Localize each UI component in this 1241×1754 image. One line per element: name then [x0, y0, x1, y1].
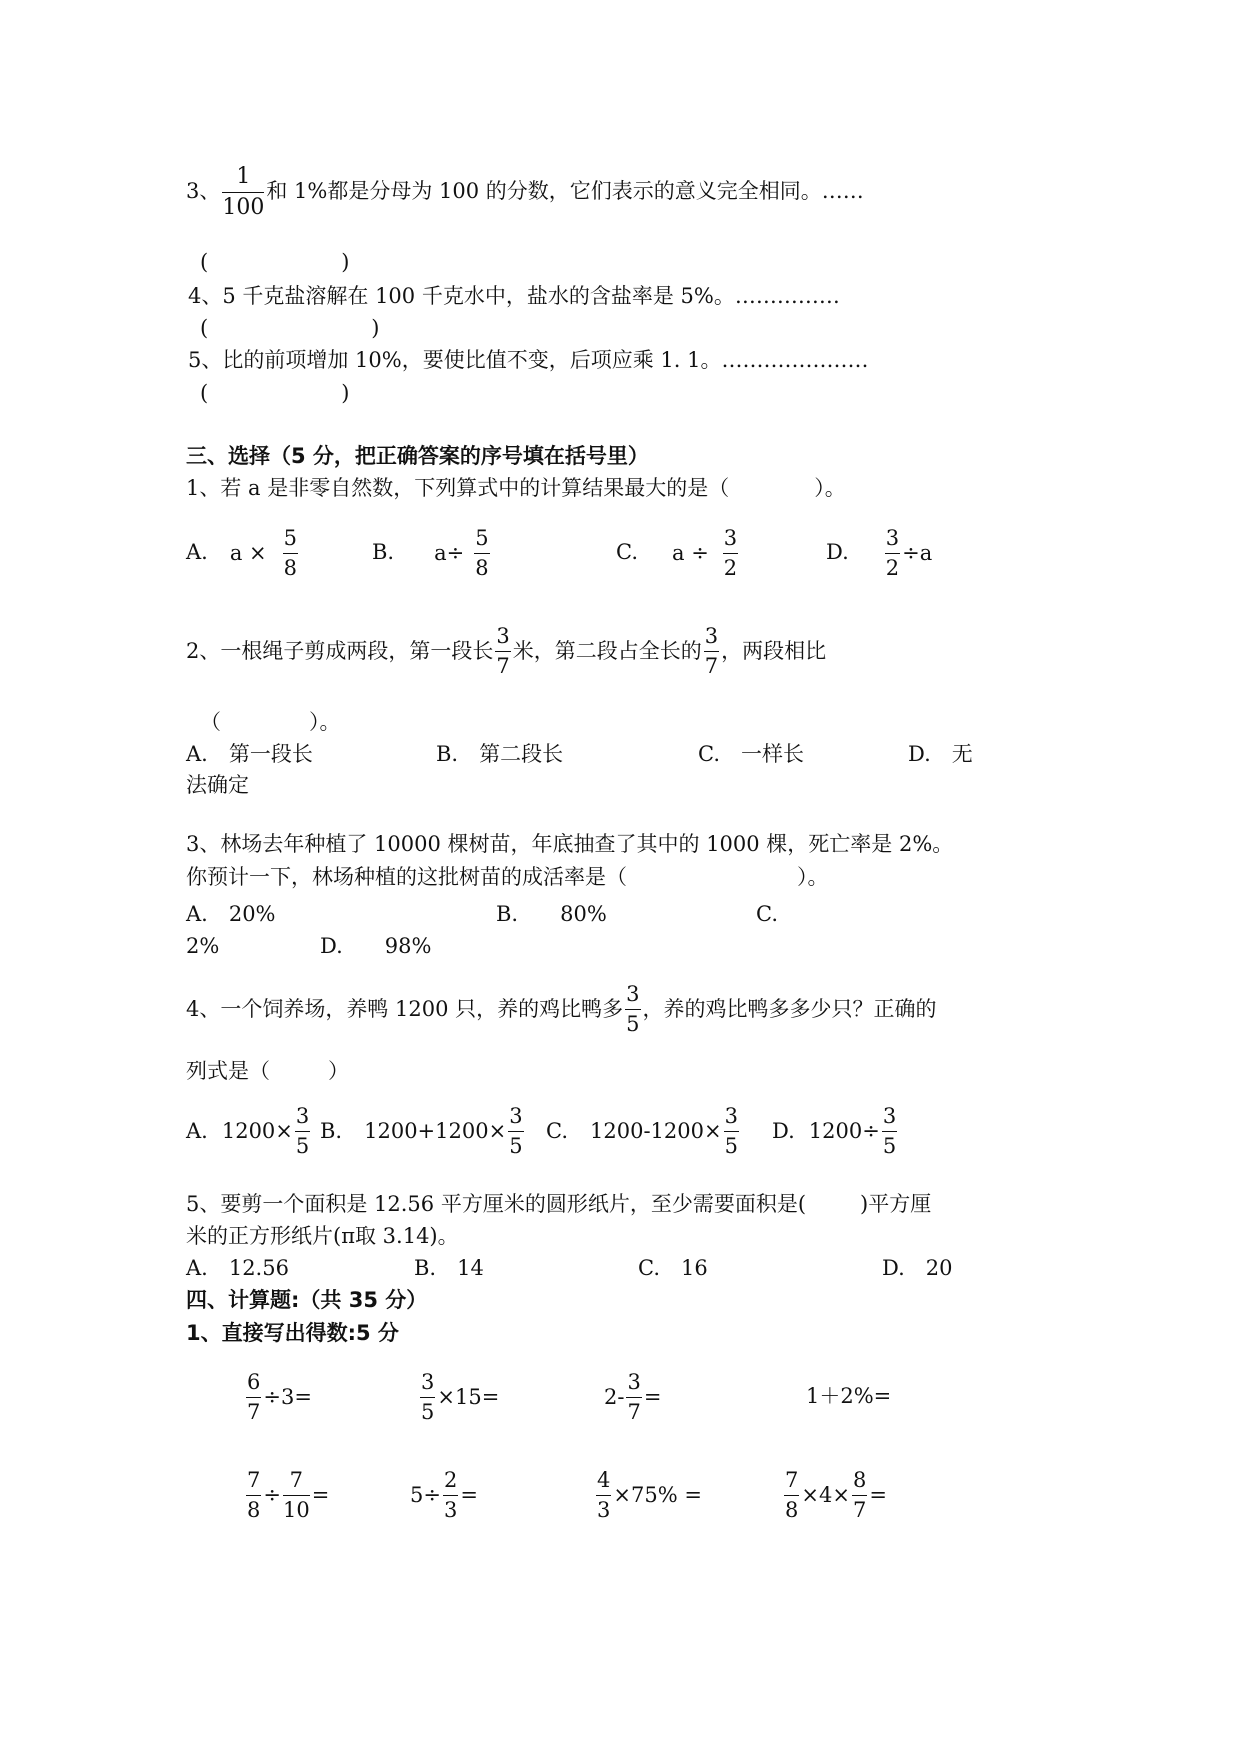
- tf-q3-number: 3、: [186, 179, 221, 203]
- tf-q5-answer-paren[interactable]: ( ): [200, 381, 350, 405]
- mc-q3-line-2: 你预计一下，林场种植的这批树苗的成活率是（ ）。: [186, 865, 829, 889]
- option-c[interactable]: C. 一样长: [698, 742, 804, 766]
- fraction: $\frac{3}{2}$: [885, 526, 900, 580]
- fraction: $\frac{5}{8}$: [475, 526, 489, 580]
- calc-item[interactable]: $\frac{7}{8}$ ÷ $\frac{7}{10}$ =: [247, 1468, 330, 1522]
- calc-item[interactable]: 5÷ $\frac{2}{3}$ =: [410, 1468, 478, 1522]
- section-4-subtitle: 1、直接写出得数:5 分: [186, 1321, 399, 1345]
- calc-item[interactable]: $\frac{3}{5}$ ×15=: [421, 1370, 500, 1424]
- fraction: $\frac{7}{8}$: [247, 1468, 261, 1522]
- calc-item[interactable]: 2- $\frac{3}{7}$ =: [604, 1370, 662, 1424]
- fraction: $\frac{3}{2}$: [723, 526, 738, 580]
- calc-item[interactable]: $\frac{7}{8}$ ×4× $\frac{8}{7}$ =: [785, 1468, 887, 1522]
- fraction: $\frac{3}{5}$: [509, 1104, 523, 1158]
- option-b[interactable]: B. 第二段长: [436, 742, 564, 766]
- fraction: $\frac{3}{5}$: [295, 1104, 310, 1158]
- mc-q2-stem: 2、一根绳子剪成两段，第一段长 $\frac{3}{7}$ 米，第二段占全长的 $\frac{3}{7}$ ，两段相比: [186, 624, 827, 678]
- fraction: $\frac{7}{8}$: [785, 1468, 799, 1522]
- mc-q2-answer-paren[interactable]: （ ）。: [200, 710, 341, 734]
- mc-q4-line-2: 列式是（ ）: [186, 1059, 349, 1083]
- option-b[interactable]: B. 14: [414, 1256, 484, 1280]
- calc-item[interactable]: $\frac{6}{7}$ ÷3=: [247, 1370, 312, 1424]
- section-4-title: 四、计算题:（共 35 分）: [186, 1288, 428, 1312]
- tf-question-5: 5、比的前项增加 10%，要使比值不变，后项应乘 1. 1。…………………: [188, 348, 869, 372]
- fraction: $\frac{3}{7}$: [496, 624, 510, 678]
- section-3-title: 三、选择（5 分，把正确答案的序号填在括号里）: [186, 444, 649, 468]
- tf-question-3: [186, 166, 864, 219]
- fraction: $\frac{3}{7}$: [627, 1370, 641, 1424]
- fraction: $\frac{8}{7}$: [852, 1468, 867, 1522]
- option-b[interactable]: B. 1200+1200× $\frac{3}{5}$: [320, 1104, 523, 1158]
- calc-item[interactable]: 1＋2%=: [806, 1384, 892, 1408]
- option-c-continued: 2%: [186, 934, 220, 958]
- option-c[interactable]: C. 1200-1200× $\frac{3}{5}$: [546, 1104, 738, 1158]
- fraction: $\frac{3}{5}$: [421, 1370, 435, 1424]
- option-d[interactable]: D. $\frac{3}{2}$ ÷a: [826, 526, 933, 580]
- option-a[interactable]: A. 20%: [186, 902, 276, 926]
- fraction: $\frac{7}{10}$: [282, 1468, 310, 1522]
- option-c[interactable]: C. 16: [638, 1256, 708, 1280]
- option-a[interactable]: A. a × $\frac{5}{8}$: [186, 526, 298, 580]
- mc-q4-stem: 4、一个饲养场，养鸭 1200 只，养的鸡比鸭多 $\frac{3}{5}$ ，养的鸡比鸭多多少只？正确的: [186, 982, 937, 1036]
- mc-q5-line-2: 米的正方形纸片(π取 3.14)。: [186, 1224, 459, 1248]
- tf-q3-answer-paren[interactable]: ( ): [200, 250, 350, 274]
- fraction: $\frac{1}{100}$: [222, 164, 265, 220]
- tf-question-4: 4、5 千克盐溶解在 100 千克水中，盐水的含盐率是 5%。……………: [188, 284, 840, 308]
- fraction: $\frac{3}{7}$: [704, 624, 719, 678]
- mc-q5-line-1: 5、要剪一个面积是 12.56 平方厘米的圆形纸片，至少需要面积是( )平方厘: [186, 1192, 932, 1216]
- mc-q1-stem: 1、若 a 是非零自然数，下列算式中的计算结果最大的是（ ）。: [186, 476, 846, 500]
- option-c[interactable]: C.: [756, 902, 778, 926]
- tf-q4-answer-paren[interactable]: ( ): [200, 316, 380, 340]
- fraction: $\frac{3}{5}$: [626, 982, 640, 1036]
- option-d[interactable]: D. 98%: [320, 934, 432, 958]
- option-d[interactable]: D. 20: [882, 1256, 953, 1280]
- fraction: $\frac{4}{3}$: [597, 1468, 611, 1522]
- option-d[interactable]: D. 1200÷ $\frac{3}{5}$: [772, 1104, 897, 1158]
- mc-q3-line-1: 3、林场去年种植了 10000 棵树苗，年底抽查了其中的 1000 棵，死亡率是 2%。: [186, 832, 954, 856]
- option-b[interactable]: B. a÷ $\frac{5}{8}$: [372, 526, 489, 580]
- tf-q3-text: 和 1%都是分母为 100 的分数，它们表示的意义完全相同。……: [266, 179, 864, 203]
- fraction: $\frac{3}{5}$: [882, 1104, 897, 1158]
- option-d[interactable]: D. 无: [908, 742, 973, 766]
- option-a[interactable]: A. 第一段长: [186, 742, 313, 766]
- fraction: $\frac{5}{8}$: [283, 526, 298, 580]
- option-c[interactable]: C. a ÷ $\frac{3}{2}$: [616, 526, 738, 580]
- fraction: $\frac{2}{3}$: [443, 1468, 458, 1522]
- calc-item[interactable]: $\frac{4}{3}$ ×75% =: [597, 1468, 702, 1522]
- fraction: $\frac{3}{5}$: [724, 1104, 738, 1158]
- option-a[interactable]: A. 12.56: [186, 1256, 289, 1280]
- mc-q2-option-d-continued: 法确定: [186, 773, 249, 797]
- option-b[interactable]: B. 80%: [496, 902, 607, 926]
- fraction: $\frac{6}{7}$: [247, 1370, 261, 1424]
- option-a[interactable]: A. 1200× $\frac{3}{5}$: [186, 1104, 310, 1158]
